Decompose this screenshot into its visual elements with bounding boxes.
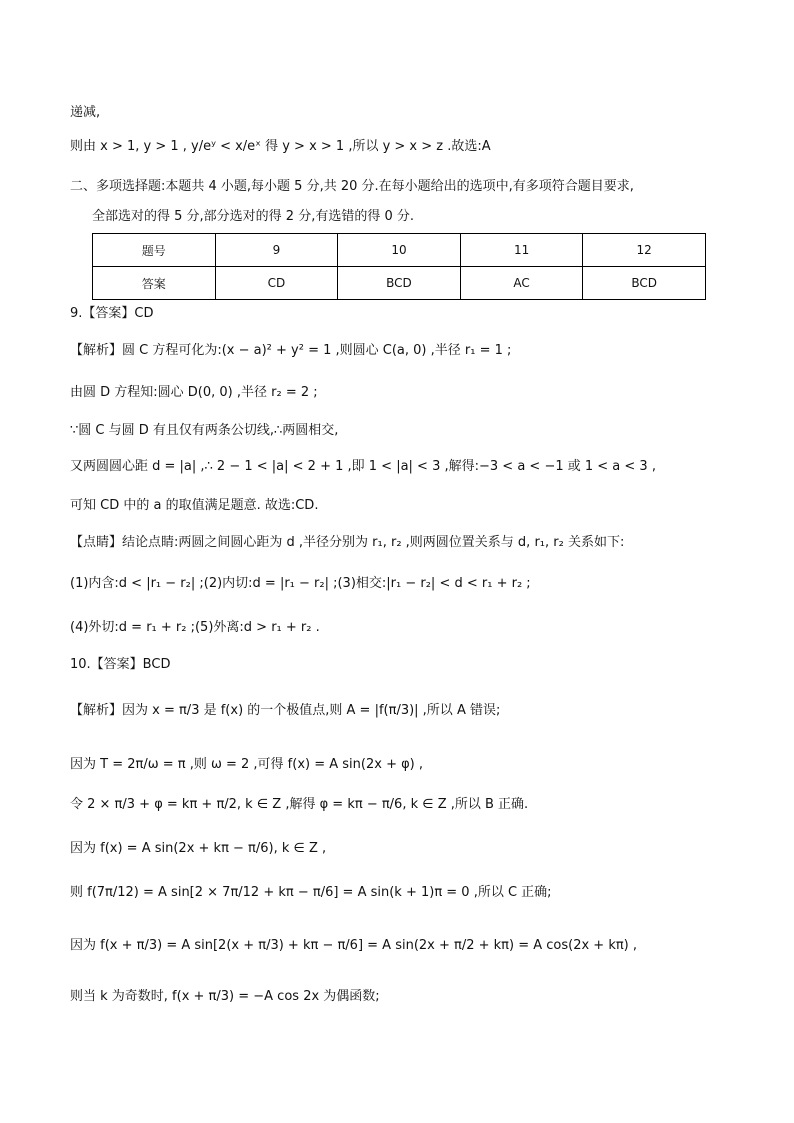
header-label-cell: 题号 (93, 234, 216, 267)
question-cell-11: 11 (460, 234, 583, 267)
q10-analysis-4: 因为 f(x) = A sin(2x + kπ − π/6), k ∈ Z , (70, 841, 327, 856)
table-row-answers (93, 267, 706, 300)
q10-analysis-7: 则当 k 为奇数时, f(x + π/3) = −A cos 2x 为偶函数; (70, 989, 380, 1004)
question-cell-9: 9 (215, 234, 338, 267)
q9-analysis-5: 可知 CD 中的 a 的取值满足题意. 故选:CD. (70, 498, 319, 513)
q9-note-1: 【点睛】结论点睛:两圆之间圆心距为 d ,半径分别为 r₁, r₂ ,则两圆位置关系与 d, r₁, r₂ 关系如下: (70, 535, 625, 550)
answer-cell-12: BCD (583, 267, 706, 300)
answer-cell-10: BCD (338, 267, 461, 300)
q9-analysis-1: 【解析】圆 C 方程可化为:(x − a)² + y² = 1 ,则圆心 C(a, 0) ,半径 r₁ = 1 ; (70, 343, 512, 358)
q9-note-3: (4)外切:d = r₁ + r₂ ;(5)外离:d > r₁ + r₂ . (70, 620, 320, 635)
q10-analysis-6: 因为 f(x + π/3) = A sin[2(x + π/3) + kπ − π/6] = A sin(2x + π/2 + kπ) = A cos(2x + kπ) , (70, 938, 638, 953)
q9-analysis-2: 由圆 D 方程知:圆心 D(0, 0) ,半径 r₂ = 2 ; (70, 385, 318, 400)
q9-note-2: (1)内含:d < |r₁ − r₂| ;(2)内切:d = |r₁ − r₂| ;(3)相交:|r₁ − r₂| < d < r₁ + r₂ ; (70, 576, 531, 591)
table-row-header (93, 234, 706, 267)
q9-analysis-4: 又两圆圆心距 d = |a| ,∴ 2 − 1 < |a| < 2 + 1 ,即 1 < |a| < 3 ,解得:−3 < a < −1 或 1 < a < 3 , (70, 459, 656, 474)
q9-answer: 9.【答案】CD (70, 306, 154, 321)
answer-cell-9: CD (215, 267, 338, 300)
section-heading: 二、多项选择题:本题共 4 小题,每小题 5 分,共 20 分.在每小题给出的选项中,有多项符合题目要求, (70, 179, 634, 194)
answer-cell-11: AC (460, 267, 583, 300)
line-1: 递减, (70, 105, 101, 120)
answer-table (92, 233, 706, 300)
q10-analysis-5: 则 f(7π/12) = A sin[2 × 7π/12 + kπ − π/6] = A sin(k + 1)π = 0 ,所以 C 正确; (70, 885, 552, 900)
q10-analysis-3: 令 2 × π/3 + φ = kπ + π/2, k ∈ Z ,解得 φ = kπ − π/6, k ∈ Z ,所以 B 正确. (70, 797, 529, 812)
question-cell-12: 12 (583, 234, 706, 267)
line-2: 则由 x > 1, y > 1 , y/eʸ < x/eˣ 得 y > x > 1 ,所以 y > x > z .故选:A (70, 139, 491, 154)
question-cell-10: 10 (338, 234, 461, 267)
answer-label-cell: 答案 (93, 267, 216, 300)
q10-answer: 10.【答案】BCD (70, 657, 171, 672)
q10-analysis-1: 【解析】因为 x = π/3 是 f(x) 的一个极值点,则 A = |f(π/3)| ,所以 A 错误; (70, 703, 501, 718)
q10-analysis-2: 因为 T = 2π/ω = π ,则 ω = 2 ,可得 f(x) = A sin(2x + φ) , (70, 757, 424, 772)
section-rules: 全部选对的得 5 分,部分选对的得 2 分,有选错的得 0 分. (92, 209, 415, 224)
q9-analysis-3: ∵圆 C 与圆 D 有且仅有两条公切线,∴两圆相交, (70, 423, 339, 438)
